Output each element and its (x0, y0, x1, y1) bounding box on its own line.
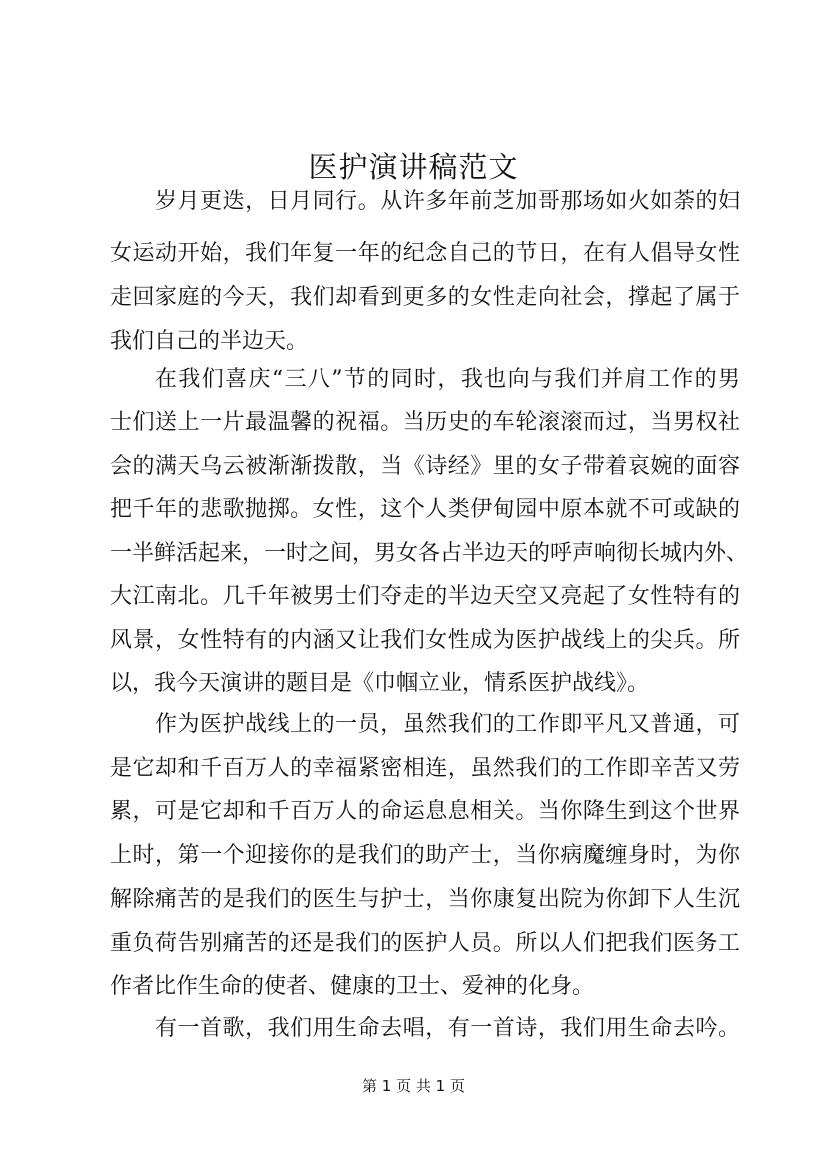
body-line: 作为医护战线上的一员，虽然我们的工作即平凡又普通，可 (155, 712, 740, 737)
body-line: 累，可是它却和千百万人的命运息息相关。当你降生到这个世界 (110, 799, 740, 824)
body-line: 女运动开始，我们年复一年的纪念自己的节日，在有人倡导女性 (110, 241, 740, 266)
body-line: 一半鲜活起来，一时之间，男女各占半边天的呼声响彻长城内外、 (110, 541, 749, 566)
body-line: 把千年的悲歌抛掷。女性，这个人类伊甸园中原本就不可或缺的 (110, 497, 740, 522)
body-line: 我们自己的半边天。 (110, 329, 309, 354)
body-line: 大江南北。几千年被男士们夺走的半边天空又亮起了女性特有的 (110, 584, 740, 609)
body-line: 上时，第一个迎接你的是我们的助产士，当你病魔缠身时，为你 (110, 843, 740, 868)
document-title: 医护演讲稿范文 (308, 150, 519, 184)
body-line: 有一首歌，我们用生命去唱，有一首诗，我们用生命去吟。 (155, 1016, 740, 1041)
page-number-footer: 第 1 页 共 1 页 (362, 1077, 465, 1095)
body-line: 走回家庭的今天，我们却看到更多的女性走向社会，撑起了属于 (110, 285, 740, 310)
body-line: 是它却和千百万人的幸福紧密相连，虽然我们的工作即辛苦又劳 (110, 756, 740, 781)
body-line: 在我们喜庆“三八”节的同时，我也向与我们并肩工作的男 (155, 367, 740, 392)
body-line: 风景，女性特有的内涵又让我们女性成为医护战线上的尖兵。所 (110, 628, 740, 653)
body-line: 士们送上一片最温馨的祝福。当历史的车轮滚滚而过，当男权社 (110, 410, 740, 435)
body-line: 解除痛苦的是我们的医生与护士，当你康复出院为你卸下人生沉 (110, 887, 740, 912)
body-line: 作者比作生命的使者、健康的卫士、爱神的化身。 (110, 974, 595, 999)
body-line: 会的满天乌云被渐渐拨散，当《诗经》里的女子带着哀婉的面容 (110, 454, 740, 479)
body-line: 重负荷告别痛苦的还是我们的医护人员。所以人们把我们医务工 (110, 931, 740, 956)
body-line: 以，我今天演讲的题目是《巾帼立业，情系医护战线》。 (110, 671, 650, 696)
body-line: 岁月更迭，日月同行。从许多年前芝加哥那场如火如荼的妇 (155, 189, 740, 214)
